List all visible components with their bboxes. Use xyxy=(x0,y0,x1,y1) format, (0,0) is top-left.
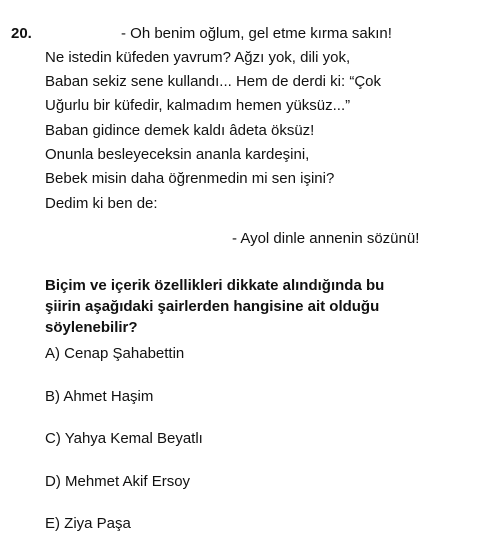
option-e[interactable]: E) Ziya Paşa xyxy=(45,515,131,532)
option-b[interactable]: B) Ahmet Haşim xyxy=(45,388,154,405)
prompt-line: Biçim ve içerik özellikleri dikkate alındığında bu xyxy=(45,277,385,294)
poem-line: - Oh benim oğlum, gel etme kırma sakın! xyxy=(121,25,392,42)
poem-line: Onunla besleyeceksin ananla kardeşini, xyxy=(45,146,310,163)
question-number: 20. xyxy=(11,25,32,42)
poem-line: Uğurlu bir küfedir, kalmadım hemen yüksüz...” xyxy=(45,97,351,114)
prompt-line: söylenebilir? xyxy=(45,319,138,336)
option-c[interactable]: C) Yahya Kemal Beyatlı xyxy=(45,430,203,447)
poem-line: - Ayol dinle annenin sözünü! xyxy=(232,230,420,247)
prompt-line: şiirin aşağıdaki şairlerden hangisine ait olduğu xyxy=(45,298,380,315)
poem-line: Ne istedin küfeden yavrum? Ağzı yok, dili yok, xyxy=(45,49,351,66)
poem-line: Baban sekiz sene kullandı... Hem de derdi ki: “Çok xyxy=(45,73,381,90)
poem-line: Baban gidince demek kaldı âdeta öksüz! xyxy=(45,122,315,139)
poem-line: Bebek misin daha öğrenmedin mi sen işini? xyxy=(45,170,335,187)
option-d[interactable]: D) Mehmet Akif Ersoy xyxy=(45,473,191,490)
poem-line: Dedim ki ben de: xyxy=(45,195,158,212)
option-a[interactable]: A) Cenap Şahabettin xyxy=(45,345,185,362)
